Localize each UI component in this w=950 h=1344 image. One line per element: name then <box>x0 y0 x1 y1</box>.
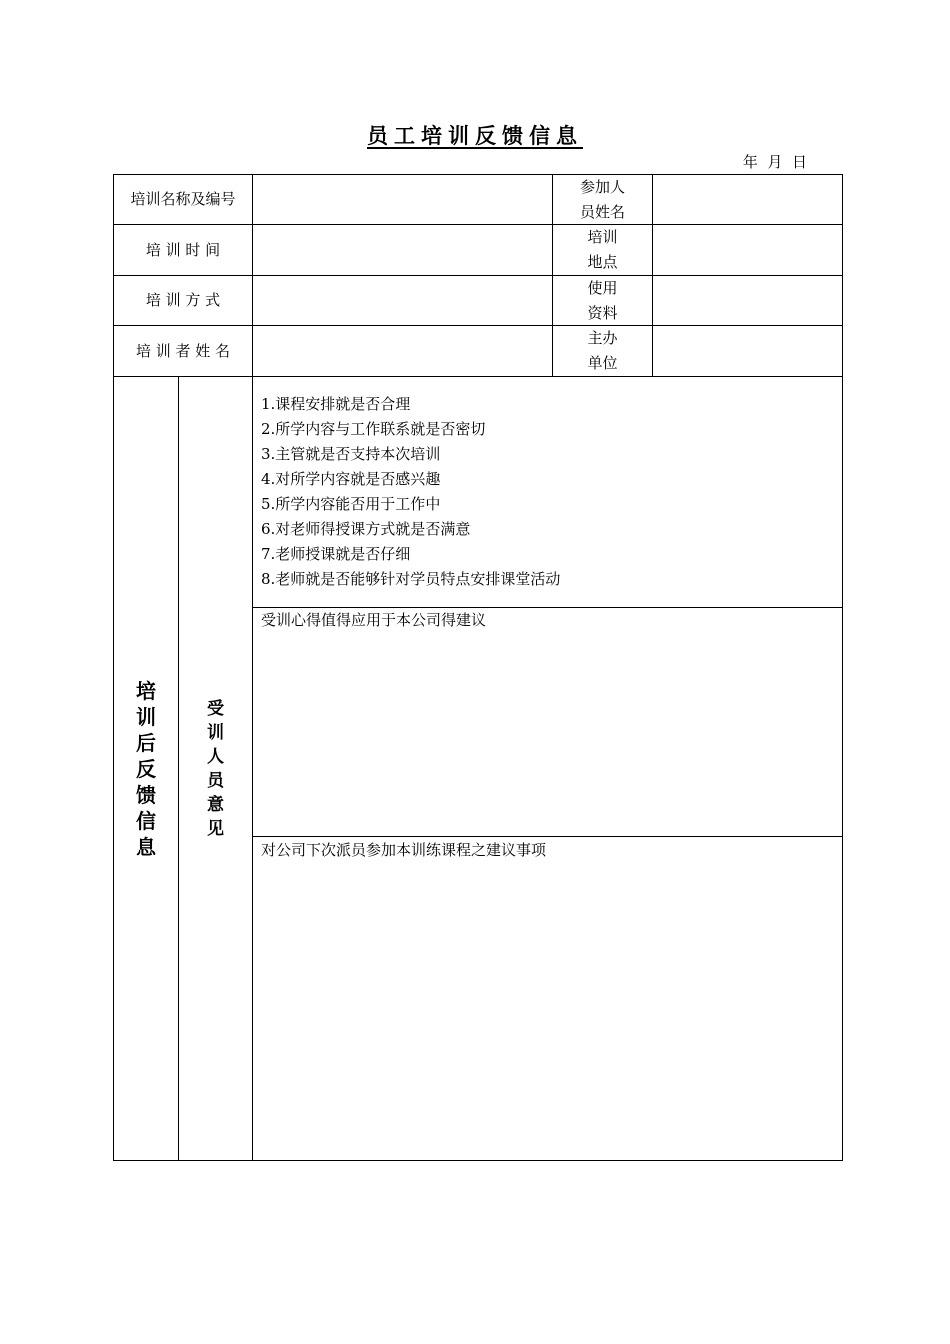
vertical-char: 反 <box>136 757 156 781</box>
label-materials <box>553 276 652 325</box>
vertical-char: 员 <box>207 771 224 791</box>
vertical-char: 培 <box>136 679 156 703</box>
question-item: 7.老师授课就是否仔细 <box>261 545 411 563</box>
label-organizer-line1: 主办 <box>587 329 618 347</box>
training-time-field[interactable] <box>253 225 552 275</box>
training-method-field[interactable] <box>253 276 552 325</box>
label-location-line2: 地点 <box>587 253 618 271</box>
participants-field[interactable] <box>653 175 842 224</box>
question-item: 6.对老师得授课方式就是否满意 <box>261 520 471 538</box>
label-location-line1: 培训 <box>587 228 618 246</box>
training-name-field[interactable] <box>253 175 552 224</box>
question-item: 2.所学内容与工作联系就是否密切 <box>261 420 486 438</box>
label-training-time: 培 训 时 间 <box>145 240 221 259</box>
vertical-char: 人 <box>207 747 224 767</box>
question-item: 1.课程安排就是否合理 <box>261 395 411 413</box>
question-item: 5.所学内容能否用于工作中 <box>261 495 441 513</box>
next-session-answer-area[interactable] <box>253 866 842 1160</box>
question-item: 3.主管就是否支持本次培训 <box>261 445 441 463</box>
label-training-location <box>553 225 652 275</box>
vertical-char: 信 <box>136 809 156 833</box>
label-participants <box>553 175 652 224</box>
label-organizer-line2: 单位 <box>587 354 618 372</box>
question-item: 4.对所学内容就是否感兴趣 <box>261 470 441 488</box>
page-title: 员工培训反馈信息 <box>367 123 583 148</box>
materials-field[interactable] <box>653 276 842 325</box>
vertical-char: 意 <box>207 795 224 815</box>
vertical-char: 馈 <box>136 783 156 807</box>
vertical-char: 息 <box>136 835 156 859</box>
training-location-field[interactable] <box>653 225 842 275</box>
label-materials-line2: 资料 <box>587 303 618 322</box>
organizer-field[interactable] <box>653 326 842 376</box>
suggestion-heading-next-session: 对公司下次派员参加本训练课程之建议事项 <box>261 841 547 859</box>
label-trainer-name: 培 训 者 姓 名 <box>135 341 231 360</box>
vertical-char: 训 <box>207 723 224 743</box>
label-organizer <box>553 326 652 376</box>
question-item: 8.老师就是否能够针对学员特点安排课堂活动 <box>261 570 561 588</box>
label-participants-line1: 参加人 <box>579 177 625 196</box>
post-training-feedback-label <box>114 377 178 1161</box>
label-training-method: 培 训 方 式 <box>145 291 221 309</box>
label-materials-line1: 使用 <box>587 278 618 297</box>
label-training-name: 培训名称及编号 <box>130 190 236 208</box>
vertical-char: 后 <box>136 731 156 755</box>
vertical-char: 训 <box>136 705 156 729</box>
vertical-char: 见 <box>207 819 224 839</box>
insights-answer-area[interactable] <box>253 636 842 835</box>
question-list <box>261 392 560 592</box>
row-divider <box>252 836 843 837</box>
vertical-char: 受 <box>207 699 224 719</box>
label-participants-line2: 员姓名 <box>579 202 625 221</box>
suggestion-heading-insights: 受训心得值得应用于本公司得建议 <box>261 611 487 629</box>
date-line: 年 月 日 <box>742 153 807 171</box>
trainee-opinion-label <box>179 377 252 1161</box>
trainer-name-field[interactable] <box>253 326 552 376</box>
